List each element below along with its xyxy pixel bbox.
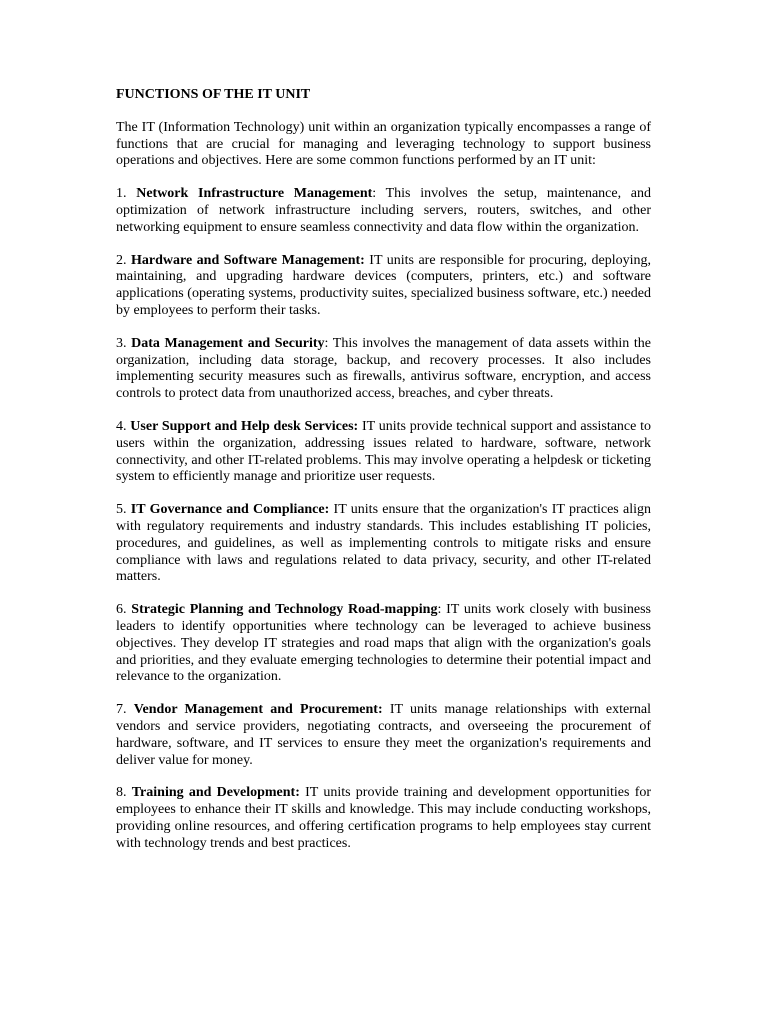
item-text: IT units provide training and development opportunities for employees to enhance their IT skills and knowledge. This may include conducting workshops, providing online resources, and offering certification programs to help employees stay current with technology trends and best practices. [116, 785, 652, 851]
function-item-4 [116, 419, 651, 486]
item-number: 3. [116, 335, 127, 351]
item-number: 1. [116, 186, 127, 202]
item-heading: Network Infrastructure Management [136, 186, 373, 202]
item-text: This involves the setup, maintenance, and optimization of network infrastructure including servers, routers, switches, and other networking equipment to ensure seamless connectivity and data flow within the organization. [116, 186, 652, 235]
intro-paragraph: The IT (Information Technology) unit within an organization typically encompasses a range of functions that are crucial for managing and leveraging technology to support business operations and objectives. Here are some common functions performed by an IT unit: [116, 119, 651, 169]
item-heading: Hardware and Software Management: [131, 252, 365, 268]
item-heading: IT Governance and Compliance: [130, 502, 330, 518]
function-item-7 [116, 702, 651, 769]
item-text: IT units manage relationships with external vendors and service providers, negotiating contracts, and overseeing the procurement of hardware, software, and IT services to ensure they meet the organization's requirements and deliver value for money. [116, 702, 652, 768]
function-item-3 [116, 336, 651, 403]
item-text: This involves the management of data assets within the organization, including data storage, backup, and recovery processes. It also includes implementing security measures such as firewalls, antivirus software, encryption, and access controls to protect data from unauthorized access, breaches, and cyber threats. [116, 335, 651, 402]
item-number: 6. [116, 602, 127, 618]
item-heading: Training and Development: [131, 785, 300, 801]
item-heading: Data Management and Security [131, 335, 325, 351]
item-separator: : [372, 186, 377, 202]
item-number: 8. [116, 785, 127, 801]
item-text: IT units are responsible for procuring, deploying, maintaining, and upgrading hardware devices (computers, printers, etc.) and software applications (operating systems, productivity suites, specialized business software, etc.) needed by employees to perform their tasks. [116, 252, 652, 318]
function-item-6 [116, 602, 651, 686]
function-item-2 [116, 253, 651, 320]
item-text: IT units provide technical support and assistance to users within the organization, addressing issues related to hardware, software, network connectivity, and other IT-related problems. This may involve operating a helpdesk or ticketing system to efficiently manage and prioritize user requests. [116, 418, 652, 485]
document-content [116, 87, 651, 868]
item-text: IT units ensure that the organization's IT practices align with regulatory requirements and industry standards. This includes establishing IT policies, procedures, and guidelines, as well as implementing controls to mitigate risks and ensure compliance with laws and regulations related to data privacy, security, and other IT-related matters. [116, 502, 651, 585]
item-heading: Strategic Planning and Technology Road-mapping [131, 602, 438, 618]
function-item-5 [116, 502, 651, 586]
item-number: 7. [116, 702, 127, 718]
item-number: 5. [116, 502, 127, 518]
item-number: 4. [116, 418, 127, 434]
document-title: FUNCTIONS OF THE IT UNIT [116, 87, 311, 102]
item-heading: User Support and Help desk Services: [130, 418, 359, 434]
function-item-8 [116, 785, 651, 852]
item-separator: : [437, 602, 442, 618]
item-separator: : [324, 335, 329, 351]
item-number: 2. [116, 252, 127, 268]
item-heading: Vendor Management and Procurement: [133, 702, 383, 718]
item-text: IT units work closely with business leaders to identify opportunities where technology can be leveraged to achieve business objectives. They develop IT strategies and road maps that align with the organization's goals and priorities, and they evaluate emerging technologies to determine their potential impact and relevance to the organization. [116, 602, 651, 685]
function-item-1 [116, 186, 651, 236]
